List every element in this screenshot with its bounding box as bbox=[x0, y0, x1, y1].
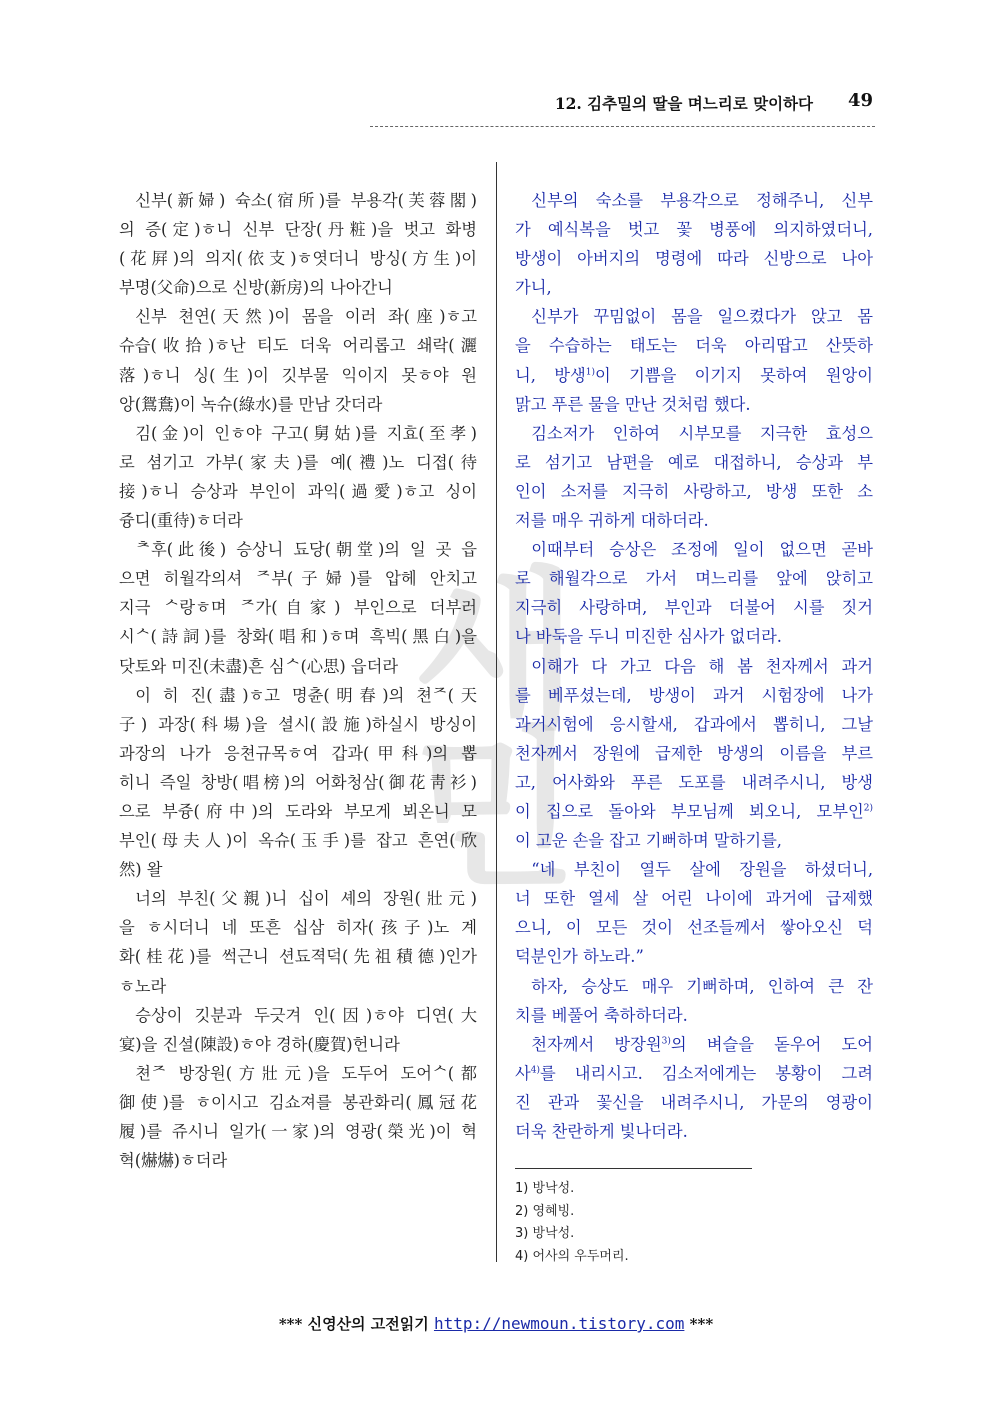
original-text-line: 닷토와 미진(未盡)흔 심ᄉ(心思) 읍더라 bbox=[119, 656, 399, 676]
original-text-line: 然) 왈 bbox=[119, 860, 163, 880]
original-text-line: 쳔ᄌ 방장원(方壯元)을 도두어 도어ᄉ(都 bbox=[135, 1063, 477, 1083]
translation-line: 치를 베풀어 축하하더라. bbox=[515, 1005, 688, 1025]
original-text-line: 이 히 진(盡)ㅎ고 명츈(明春)의 쳔ᄌ(天 bbox=[135, 685, 477, 705]
translation-line: 김소저가 인하여 시부모를 지극한 효성으 bbox=[531, 423, 873, 443]
translation-line: 이때부터 승상은 조정에 일이 없으면 곧바 bbox=[531, 540, 873, 560]
footer-prefix: *** 신영산의 고전읽기 bbox=[278, 1315, 434, 1333]
translation-line: 천자께서 방장원$^{3)}$의 벼슬을 돋우어 도어 bbox=[531, 1034, 873, 1054]
translation-line: 신부의 숙소를 부용각으로 정해주니, 신부 bbox=[531, 191, 873, 210]
translation-column bbox=[515, 186, 873, 1146]
translation-line: 이 고운 손을 잡고 기뻐하며 말하기를, bbox=[515, 831, 782, 851]
translation-line: 이 집으로 돌아와 부모님께 뵈오니, 모부인$^{2)}$ bbox=[515, 801, 873, 821]
original-text-line: 슈습(收拾)ㅎ난 티도 더욱 어리롭고 쇄락(灑 bbox=[119, 336, 477, 356]
translation-line: 덕분인가 하노라.” bbox=[515, 947, 644, 967]
original-text-line: 지극 ᄉ랑ㅎ며 ᄌ가(自家) 부인으로 더부러 bbox=[119, 598, 477, 618]
original-text-line: 부인(母夫人)이 옥슈(玉手)를 잡고 흔연(欣 bbox=[119, 831, 477, 851]
translation-line: 인이 소저를 지극히 사랑하고, 방생 또한 소 bbox=[515, 481, 873, 501]
original-text-line: 너의 부친(父親)니 십이 셰의 장원(壯元) bbox=[135, 889, 477, 909]
original-text-line: ㅎ노라 bbox=[119, 976, 167, 996]
translation-line: “네 부친이 열두 살에 장원을 하셨더니, bbox=[531, 860, 873, 880]
footnote-item: 2) 영혜빙. bbox=[515, 1203, 575, 1219]
original-text-line: 혁(爀爀)ㅎ더라 bbox=[119, 1151, 228, 1171]
translation-line: 과거시험에 응시할새, 갑과에서 뽑히니, 그날 bbox=[515, 714, 873, 734]
watermark: 새민 bbox=[381, 560, 579, 880]
chapter-title: 12. 김추밀의 딸을 며느리로 맞이하다 bbox=[554, 94, 813, 113]
footnote-item: 4) 어사의 우두머리. bbox=[515, 1248, 629, 1264]
original-text-line: 신부 쳔연(天然)이 몸을 이러 좌(座)ㅎ고 bbox=[135, 307, 477, 327]
original-text-line: 을 ㅎ시더니 네 또흔 십삼 히자(孩子)노 계 bbox=[119, 918, 477, 938]
translation-line: 를 베푸셨는데, 방생이 과거 시험장에 나가 bbox=[515, 685, 873, 705]
translation-line: 을 수습하는 태도는 더욱 아리땁고 산뜻하 bbox=[515, 336, 873, 356]
translation-line: 천자께서 장원에 급제한 방생의 이름을 부르 bbox=[515, 743, 873, 763]
original-text-line: 신부(新婦) 슉소(宿所)를 부용각(芙蓉閣) bbox=[135, 191, 477, 210]
blog-link[interactable]: http://newmoun.tistory.com bbox=[433, 1314, 685, 1333]
translation-line: 지극히 사랑하며, 부인과 더불어 시를 짓거 bbox=[515, 598, 873, 618]
translation-line: 하자, 승상도 매우 기뻐하며, 인하여 큰 잔 bbox=[531, 976, 873, 996]
original-text-line: 김(金)이 인ㅎ야 구고(舅姑)를 지효(至孝) bbox=[135, 423, 477, 443]
original-text-line: 으면 히월각의셔 ᄌ부(子婦)를 압헤 안치고 bbox=[119, 569, 477, 589]
translation-line: 나 바둑을 두니 미진한 심사가 없더라. bbox=[515, 627, 782, 647]
translation-line: 신부가 꾸밈없이 몸을 일으켰다가 앉고 몸 bbox=[531, 307, 873, 327]
translation-line: 가 예식복을 벗고 꽃 병풍에 의지하였더니, bbox=[515, 220, 873, 240]
original-text-line: (花屛)의 의지(依支)ㅎ엿더니 방싱(方生)이 bbox=[119, 249, 477, 269]
running-header bbox=[370, 90, 875, 127]
page-number: 49 bbox=[847, 90, 873, 111]
original-text-line: 히니 즉일 창방(唱榜)의 어화청삼(御花靑衫) bbox=[119, 772, 477, 792]
original-text-line: 接)ㅎ니 승상과 부인이 과익(過愛)ㅎ고 싱이 bbox=[119, 481, 477, 501]
original-text-line: ᄎ후(此後) 승상니 됴당(朝堂)의 일 곳 읍 bbox=[135, 540, 477, 560]
translation-line: 방생이 아버지의 명령에 따라 신방으로 나아 bbox=[515, 249, 873, 269]
original-text-line: 승상이 깃분과 두긋겨 인(因)ㅎ야 디연(大 bbox=[135, 1005, 477, 1025]
translation-line: 맑고 푸른 물을 만난 것처럼 했다. bbox=[515, 394, 751, 414]
original-text-line: 부명(父命)으로 신방(新房)의 나아간니 bbox=[119, 278, 393, 298]
original-text-line: 화(桂花)를 썩근니 션됴젹덕(先祖積德)인가 bbox=[119, 947, 477, 967]
footnote-item: 3) 방낙성. bbox=[515, 1226, 575, 1241]
original-text-line: 御使)를 ㅎ이시고 김쇼져를 봉관화리(鳳冠花 bbox=[119, 1092, 477, 1112]
original-text-line: 宴)을 진셜(陳設)ㅎ야 경하(慶賀)헌니라 bbox=[119, 1034, 400, 1054]
original-text-line: 과장의 나가 응쳔규목ㅎ여 갑과(甲科)의 뽑 bbox=[119, 743, 477, 763]
footnote-item: 1) 방낙성. bbox=[515, 1181, 575, 1196]
translation-line: 으니, 이 모든 것이 선조들께서 쌓아오신 덕 bbox=[515, 918, 873, 938]
column-divider bbox=[496, 162, 497, 1262]
footnote-rule bbox=[515, 1168, 752, 1169]
original-text-column bbox=[119, 186, 477, 1175]
page-footer bbox=[0, 1313, 992, 1334]
translation-line: 저를 매우 귀하게 대하더라. bbox=[515, 511, 709, 531]
original-text-line: 子) 과장(科場)을 셜시(設施)하실시 방싱이 bbox=[119, 714, 477, 734]
translation-line: 진 관과 꽃신을 내려주시니, 가문의 영광이 bbox=[515, 1092, 873, 1112]
translation-line: 더욱 찬란하게 빛나더라. bbox=[515, 1122, 688, 1141]
original-text-line: 즁디(重待)ㅎ더라 bbox=[119, 511, 243, 531]
translation-line: 이해가 다 가고 다음 해 봄 천자께서 과거 bbox=[531, 656, 873, 676]
translation-line: 로 섬기고 남편을 예로 대접하니, 승상과 부 bbox=[515, 452, 873, 472]
original-text-line: 앙(鴛鴦)이 녹슈(綠水)를 만남 갓더라 bbox=[119, 394, 383, 414]
footer-suffix: *** bbox=[684, 1315, 714, 1333]
original-text-line: 로 셤기고 가부(家夫)를 예(禮)노 디졉(待 bbox=[119, 452, 477, 472]
translation-line: 로 해월각으로 가서 며느리를 앞에 앉히고 bbox=[515, 569, 873, 589]
original-text-line: 落)ㅎ니 싱(生)이 깃부물 익이지 못ㅎ야 원 bbox=[119, 365, 477, 385]
translation-line: 너 또한 열세 살 어린 나이에 과거에 급제했 bbox=[515, 889, 873, 909]
footnotes bbox=[515, 1178, 629, 1268]
original-text-line: 履)를 쥬시니 일가(一家)의 영광(榮光)이 혁 bbox=[119, 1122, 477, 1141]
translation-line: 사$^{4)}$를 내리시고. 김소저에게는 봉황이 그려 bbox=[515, 1063, 873, 1083]
translation-line: 가니, bbox=[515, 278, 552, 298]
original-text-line: 의 증(定)ㅎ니 신부 단장(丹粧)을 벗고 화병 bbox=[119, 220, 477, 240]
translation-line: 고, 어사화와 푸른 도포를 내려주시니, 방생 bbox=[515, 772, 873, 792]
original-text-line: 으로 부즁(府中)의 도라와 부모게 뵈온니 모 bbox=[119, 801, 477, 821]
original-text-line: 시ᄉ(詩詞)를 창화(唱和)ㅎ며 흑빅(黑白)을 bbox=[119, 627, 477, 647]
translation-line: 니, 방생$^{1)}$이 기쁨을 이기지 못하여 원앙이 bbox=[515, 365, 873, 385]
